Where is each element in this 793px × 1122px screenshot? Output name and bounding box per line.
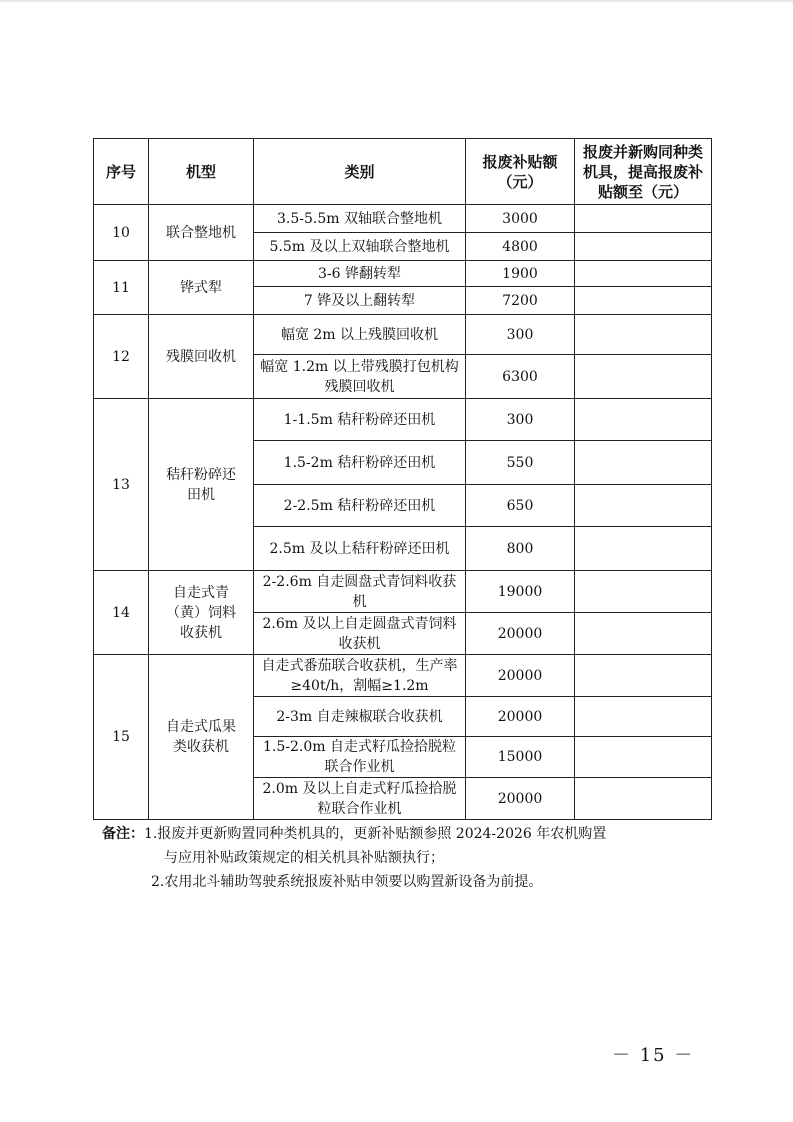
cell-category: 1.5-2.0m 自走式籽瓜捡拾脱粒联合作业机 (254, 737, 466, 778)
cell-scrap-subsidy: 20000 (466, 778, 575, 820)
note-2: 2.农用北斗辅助驾驶系统报废补贴申领要以购置新设备为前提。 (151, 874, 543, 890)
cell-scrap-subsidy: 800 (466, 527, 575, 571)
cell-raised-subsidy (575, 399, 712, 441)
cell-category: 7 铧及以上翻转犁 (254, 287, 466, 315)
cell-model: 自走式瓜果类收获机 (149, 655, 254, 820)
cell-category: 幅宽 2m 以上残膜回收机 (254, 315, 466, 355)
table-row (94, 399, 712, 441)
subsidy-table (93, 138, 712, 820)
header-category: 类别 (254, 139, 466, 205)
cell-scrap-subsidy: 6300 (466, 355, 575, 399)
cell-seq: 12 (94, 315, 149, 399)
cell-scrap-subsidy: 19000 (466, 571, 575, 613)
header-seq: 序号 (94, 139, 149, 205)
cell-scrap-subsidy: 7200 (466, 287, 575, 315)
table-row (94, 261, 712, 287)
notes-section (102, 822, 722, 894)
note-1 (102, 822, 722, 846)
cell-scrap-subsidy: 300 (466, 399, 575, 441)
cell-raised-subsidy (575, 571, 712, 613)
cell-scrap-subsidy: 20000 (466, 697, 575, 737)
cell-seq: 11 (94, 261, 149, 315)
cell-raised-subsidy (575, 655, 712, 697)
table-row (94, 315, 712, 355)
table-row (94, 205, 712, 233)
cell-category: 自走式番茄联合收获机，生产率≥40t/h，割幅≥1.2m (254, 655, 466, 697)
cell-category: 3.5-5.5m 双轴联合整地机 (254, 205, 466, 233)
cell-raised-subsidy (575, 527, 712, 571)
cell-seq: 15 (94, 655, 149, 820)
cell-scrap-subsidy: 300 (466, 315, 575, 355)
cell-scrap-subsidy: 550 (466, 441, 575, 485)
table-row (94, 571, 712, 613)
cell-category: 2-2.6m 自走圆盘式青饲料收获机 (254, 571, 466, 613)
cell-category: 1-1.5m 秸秆粉碎还田机 (254, 399, 466, 441)
page-number: － 15 － (612, 1045, 695, 1066)
cell-category: 2-2.5m 秸秆粉碎还田机 (254, 485, 466, 527)
cell-category: 5.5m 及以上双轴联合整地机 (254, 233, 466, 261)
cell-scrap-subsidy: 15000 (466, 737, 575, 778)
header-model: 机型 (149, 139, 254, 205)
table-body (94, 205, 712, 820)
cell-raised-subsidy (575, 778, 712, 820)
cell-raised-subsidy (575, 613, 712, 655)
cell-model: 秸秆粉碎还田机 (149, 399, 254, 571)
table-header-row (94, 139, 712, 205)
cell-category: 幅宽 1.2m 以上带残膜打包机构残膜回收机 (254, 355, 466, 399)
cell-scrap-subsidy: 4800 (466, 233, 575, 261)
cell-raised-subsidy (575, 355, 712, 399)
cell-category: 1.5-2m 秸秆粉碎还田机 (254, 441, 466, 485)
header-scrap-subsidy: 报废补贴额（元） (466, 139, 575, 205)
cell-model: 联合整地机 (149, 205, 254, 261)
header-raised-subsidy: 报废并新购同种类机具，提高报废补贴额至（元） (575, 139, 712, 205)
cell-scrap-subsidy: 1900 (466, 261, 575, 287)
cell-raised-subsidy (575, 485, 712, 527)
cell-scrap-subsidy: 20000 (466, 655, 575, 697)
note-1-continuation: 与应用补贴政策规定的相关机具补贴额执行； (164, 850, 444, 866)
cell-category: 3-6 铧翻转犁 (254, 261, 466, 287)
cell-raised-subsidy (575, 441, 712, 485)
notes-label: 备注： (102, 826, 144, 842)
cell-raised-subsidy (575, 261, 712, 287)
page-top-edge (0, 0, 793, 2)
cell-category: 2.0m 及以上自走式籽瓜捡拾脱粒联合作业机 (254, 778, 466, 820)
cell-category: 2.5m 及以上秸秆粉碎还田机 (254, 527, 466, 571)
cell-raised-subsidy (575, 233, 712, 261)
cell-model: 铧式犁 (149, 261, 254, 315)
cell-model: 残膜回收机 (149, 315, 254, 399)
cell-seq: 13 (94, 399, 149, 571)
note-1-text: 1.报废并更新购置同种类机具的，更新补贴额参照 2024-2026 年农机购置 (144, 826, 607, 842)
cell-seq: 14 (94, 571, 149, 655)
cell-scrap-subsidy: 650 (466, 485, 575, 527)
cell-raised-subsidy (575, 287, 712, 315)
cell-raised-subsidy (575, 737, 712, 778)
cell-raised-subsidy (575, 315, 712, 355)
table-row (94, 655, 712, 697)
cell-category: 2.6m 及以上自走圆盘式青饲料收获机 (254, 613, 466, 655)
cell-seq: 10 (94, 205, 149, 261)
cell-scrap-subsidy: 20000 (466, 613, 575, 655)
cell-scrap-subsidy: 3000 (466, 205, 575, 233)
cell-raised-subsidy (575, 205, 712, 233)
cell-raised-subsidy (575, 697, 712, 737)
cell-category: 2-3m 自走辣椒联合收获机 (254, 697, 466, 737)
cell-model: 自走式青（黄）饲料收获机 (149, 571, 254, 655)
